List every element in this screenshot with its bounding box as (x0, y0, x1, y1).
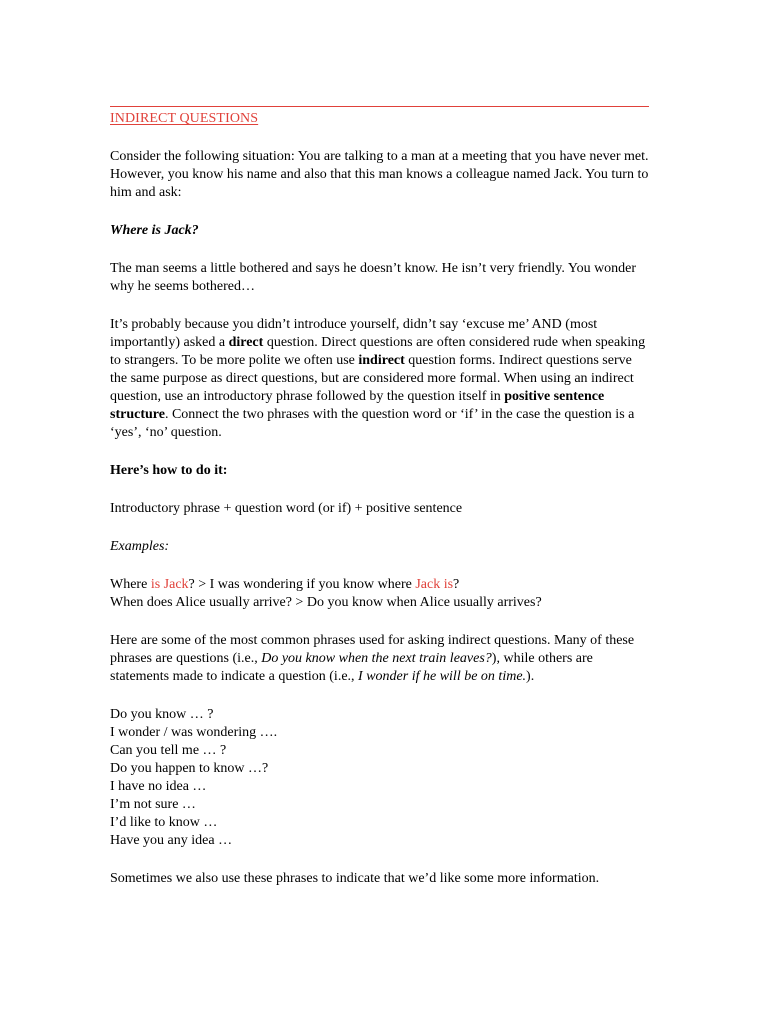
explanation-paragraph (110, 316, 650, 442)
formula-line: Introductory phrase + question word (or if) + positive sentence (110, 501, 463, 516)
example-line-2: When does Alice usually arrive? > Do you know when Alice usually arrives? (110, 595, 542, 610)
explanation-bold-indirect: indirect (358, 353, 405, 368)
example1-highlight-indirect: Jack is (415, 577, 454, 592)
common-text-2: ), while others are statements made to indicate a question (i.e., (110, 651, 593, 684)
document-body (110, 106, 650, 888)
bothered-paragraph: The man seems a little bothered and says he doesn’t know. He isn’t very friendly. You wonder why he seems bothered… (110, 261, 637, 294)
common-text-1: Here are some of the most common phrases used for asking indirect questions. Many of these phrases are questions (i.e., (110, 633, 635, 666)
explanation-bold-positive: positive sentence structure (110, 389, 605, 422)
closing-paragraph: Sometimes we also use these phrases to indicate that we’d like some more information. (110, 871, 600, 886)
explanation-text-3: question forms. Indirect questions serve the same purpose as direct questions, but are considered more formal. When using an indirect question, use an introductory phrase followed by the question itself in (110, 353, 634, 404)
list-item: I have no idea … (110, 779, 207, 794)
question-example (110, 222, 650, 240)
example-line-1 (110, 576, 650, 594)
question-example-text: Where is Jack? (110, 223, 199, 238)
common-text-3: ). (526, 669, 535, 684)
list-item: I wonder / was wondering …. (110, 725, 278, 740)
examples-label (110, 538, 650, 556)
list-item: Do you know … ? (110, 707, 214, 722)
common-italic-1: Do you know when the next train leaves? (261, 651, 492, 666)
explanation-text-1: It’s probably because you didn’t introduce yourself, didn’t say ‘excuse me’ AND (most importantly) asked a (110, 317, 598, 350)
common-italic-2: I wonder if he will be on time. (358, 669, 527, 684)
example1-text-a: Where (110, 577, 151, 592)
page-title: INDIRECT QUESTIONS (110, 111, 259, 126)
list-item: I’m not sure … (110, 797, 196, 812)
list-item: Have you any idea … (110, 833, 233, 848)
intro-paragraph: Consider the following situation: You are talking to a man at a meeting that you have never met. However, you know his name and also that this man knows a colleague named Jack. You turn to him and ask: (110, 149, 649, 200)
example1-highlight-direct: is Jack (150, 577, 189, 592)
top-rule (110, 106, 649, 107)
how-to-heading (110, 462, 650, 480)
list-item: Do you happen to know …? (110, 761, 269, 776)
how-to-heading-text: Here’s how to do it: (110, 463, 228, 478)
explanation-bold-direct: direct (228, 335, 264, 350)
example1-text-c: ? > I was wondering if you know where (188, 577, 416, 592)
explanation-text-4: . Connect the two phrases with the question word or ‘if’ in the case the question is a ‘yes’, ‘no’ question. (110, 407, 635, 440)
phrase-list (110, 706, 650, 850)
list-item: Can you tell me … ? (110, 743, 227, 758)
list-item: I’d like to know … (110, 815, 218, 830)
explanation-text-2: question. Direct questions are often considered rude when speaking to strangers. To be more polite we often use (110, 335, 646, 368)
common-phrases-paragraph (110, 632, 650, 686)
example1-text-e: ? (453, 577, 460, 592)
examples-label-text: Examples: (110, 539, 170, 554)
